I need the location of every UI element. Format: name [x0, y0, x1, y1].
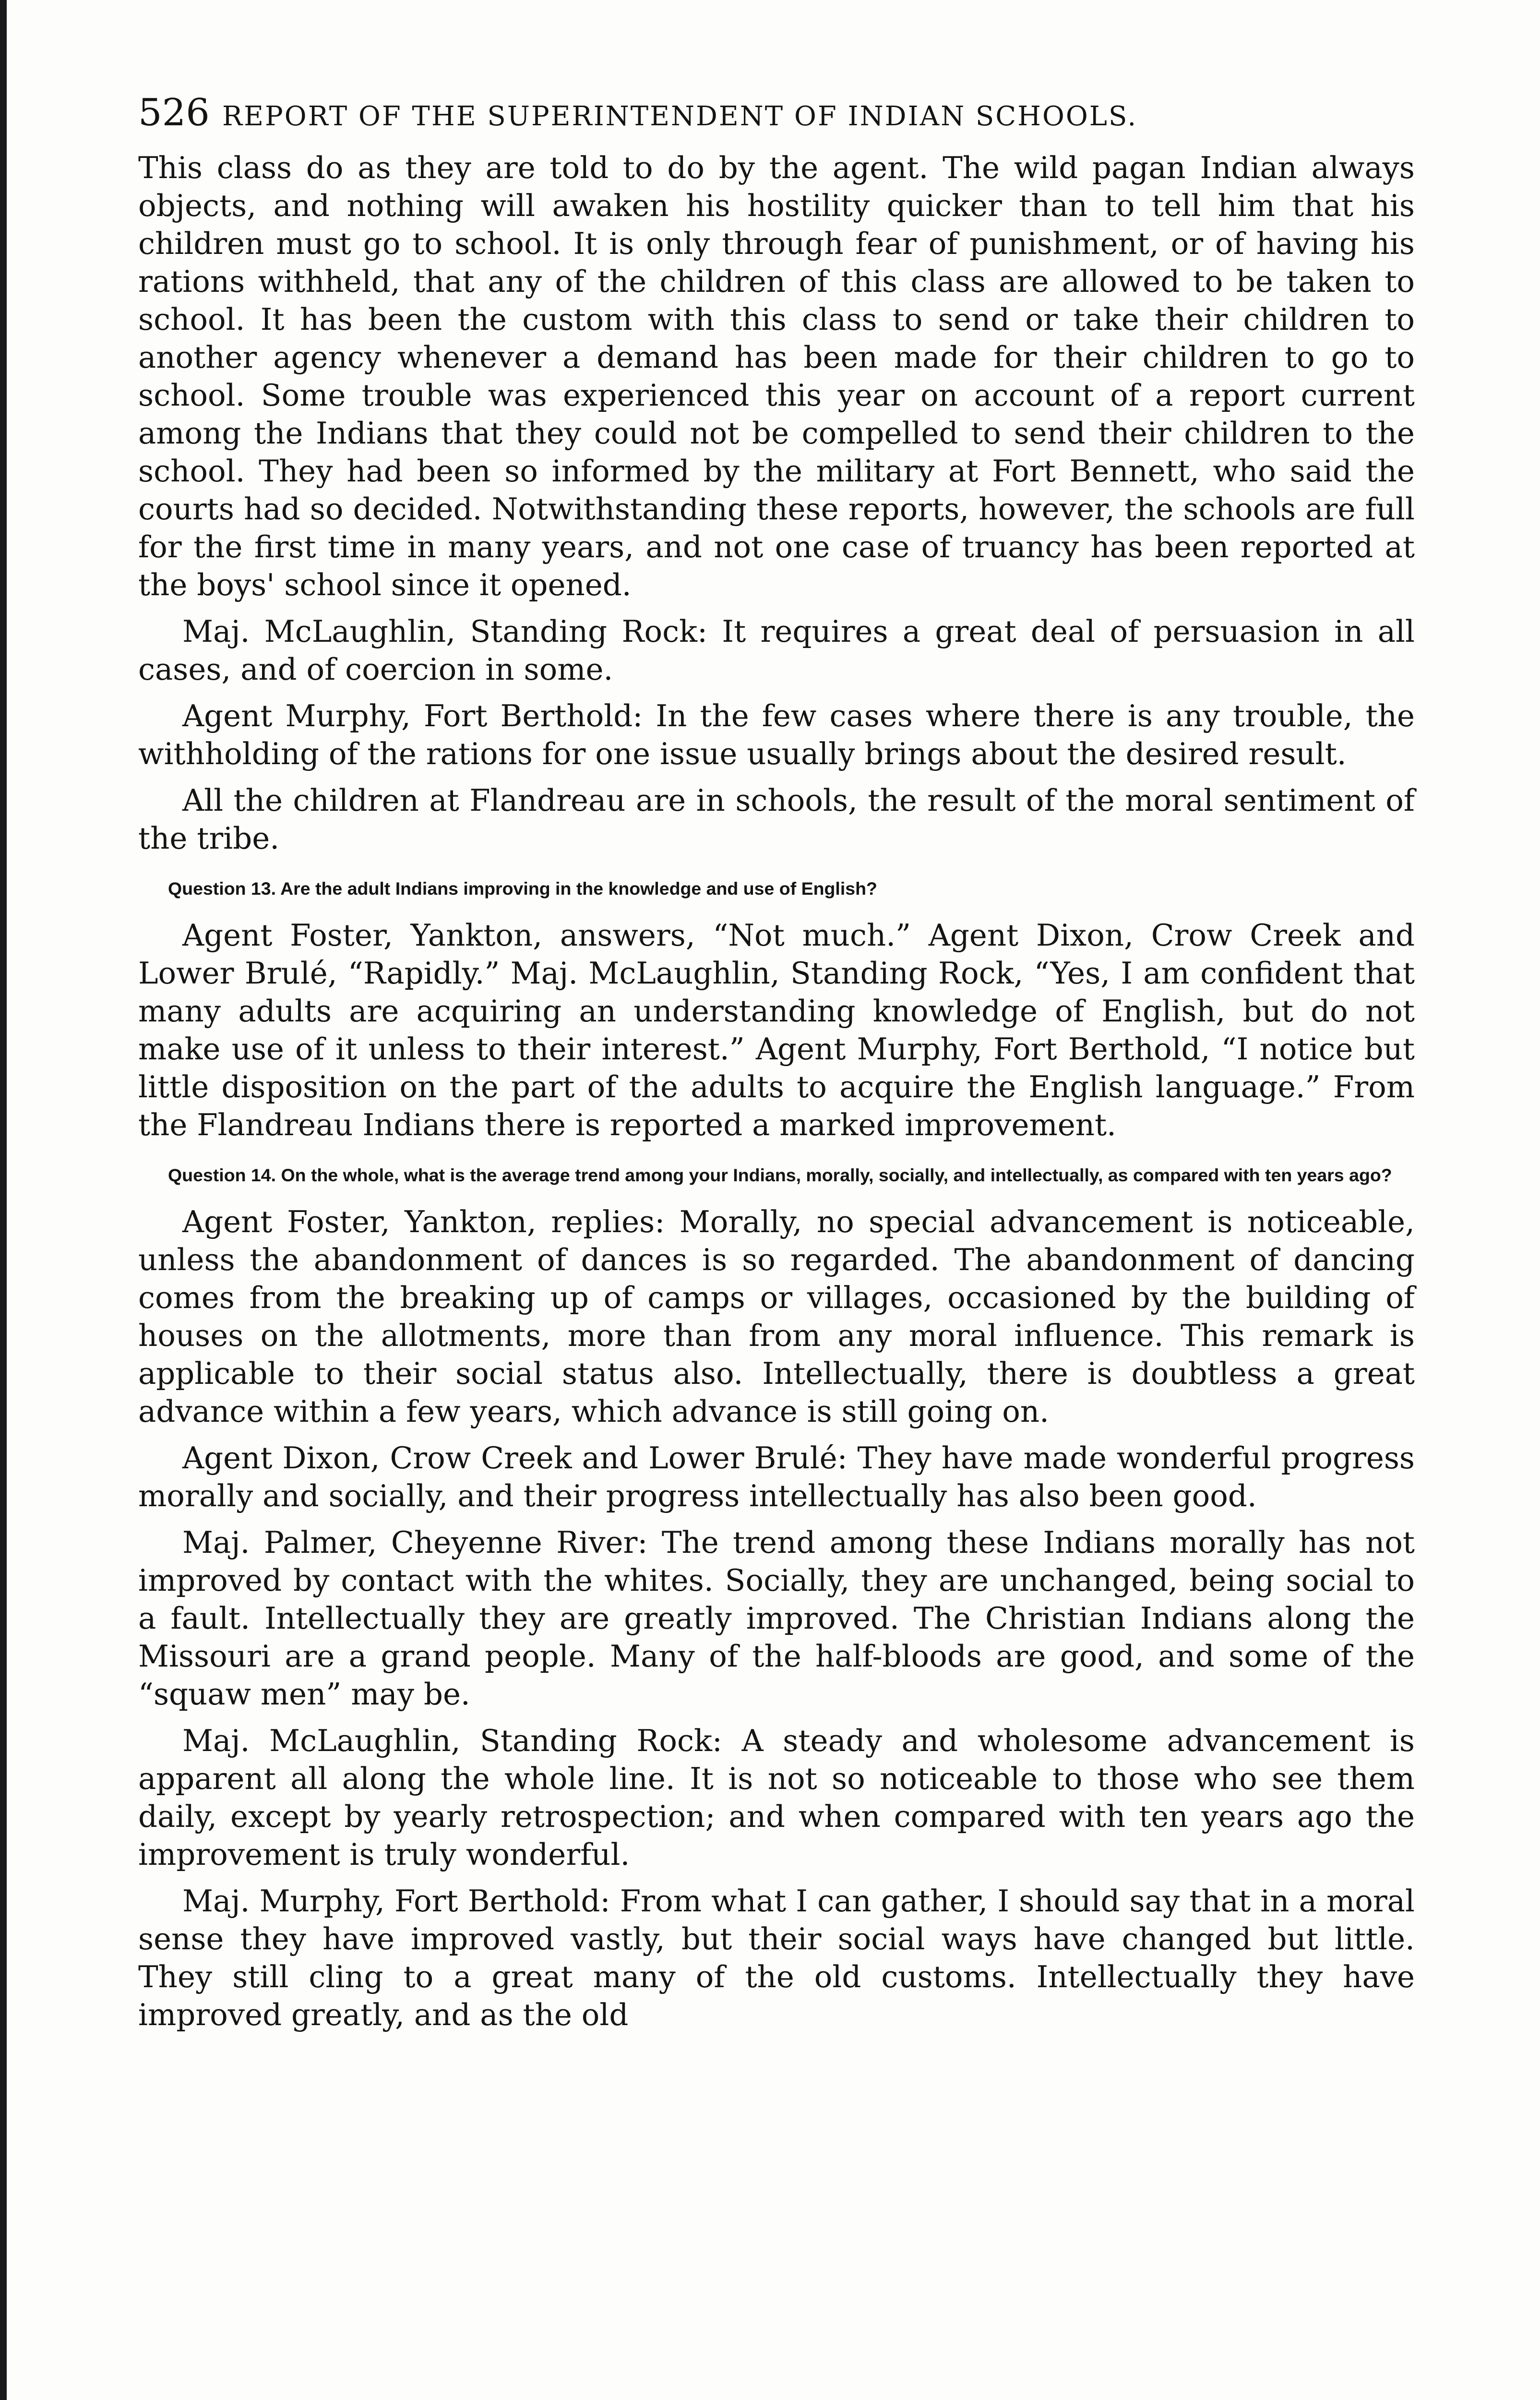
question-13-heading: Question 13. Are the adult Indians improving in the knowledge and use of English? — [168, 878, 877, 899]
question-14-heading: Question 14. On the whole, what is the average trend among your Indians, morally, socially, and intellectually, as compared with ten years ago? — [168, 1165, 1392, 1185]
paragraph-continuation: This class do as they are told to do by the agent. The wild pagan Indian always objects, and nothing will awaken his hostility quicker than to tell him that his children must go to school. It is only through fear of punishment, or of having his rations withheld, that any of the children of this class are allowed to be taken to school. It has been the custom with this class to send or take their children to another agency whenever a demand has been made for their children to go to school. Some trouble was experienced this year on account of a report current among the Indians that they could not be compelled to send their children to the school. They had been so informed by the military at Fort Bennett, who said the courts had so decided. Notwithstanding these reports, however, the schools are full for the first time in many years, and not one case of truancy has been reported at the boys' school since it opened. — [138, 150, 1415, 602]
page-number: 526 — [138, 91, 210, 134]
paragraph-mclaughlin-reply: Maj. McLaughlin, Standing Rock: A steady and wholesome advancement is apparent all along the whole line. It is not so noticeable to those who see them daily, except by yearly retrospection; and when compared with ten years ago the improvement is truly wonderful. — [138, 1723, 1415, 1872]
running-head — [138, 91, 1415, 149]
paragraph-murphy-rations: Agent Murphy, Fort Berthold: In the few cases where there is any trouble, the withholding of the rations for one issue usually brings about the desired result. — [138, 698, 1415, 771]
paragraph-english-answers: Agent Foster, Yankton, answers, “Not much.” Agent Dixon, Crow Creek and Lower Brulé, “Rapidly.” Maj. McLaughlin, Standing Rock, “Yes, I am confident that many adults are acquiring an understanding knowledge of English, but do not make use of it unless to their interest.” Agent Murphy, Fort Berthold, “I notice but little disposition on the part of the adults to acquire the English language.” From the Flandreau Indians there is reported a marked improvement. — [138, 918, 1415, 1142]
scan-left-edge — [0, 0, 7, 2400]
paragraph-murphy-reply: Maj. Murphy, Fort Berthold: From what I can gather, I should say that in a moral sense they have improved vastly, but their social ways have changed but little. They still cling to a great many of the old customs. Intellectually they have improved greatly, and as the old — [138, 1884, 1415, 2032]
running-title: REPORT OF THE SUPERINTENDENT OF INDIAN SCHOOLS. — [222, 101, 1138, 132]
text-column — [138, 91, 1415, 2036]
paragraph-palmer-reply: Maj. Palmer, Cheyenne River: The trend among these Indians morally has not improved by contact with the whites. Socially, they are unchanged, being social to a fault. Intellectually they are greatly improved. The Christian Indians along the Missouri are a grand people. Many of the half-bloods are good, and some of the “squaw men” may be. — [138, 1525, 1415, 1712]
paragraph-foster-reply: Agent Foster, Yankton, replies: Morally, no special advancement is noticeable, unless the abandonment of dances is so regarded. The abandonment of dancing comes from the breaking up of camps or villages, occasioned by the building of houses on the allotments, more than from any moral influence. This remark is applicable to their social status also. Intellectually, there is doubtless a great advance within a few years, which advance is still going on. — [138, 1204, 1415, 1429]
paragraph-dixon-reply: Agent Dixon, Crow Creek and Lower Brulé: They have made wonderful progress morally and socially, and their progress intellectually has also been good. — [138, 1440, 1415, 1513]
body-text — [138, 149, 1415, 2034]
paragraph-flandreau-schools: All the children at Flandreau are in schools, the result of the moral sentiment of the tribe. — [138, 783, 1415, 856]
paragraph-mclaughlin-persuasion: Maj. McLaughlin, Standing Rock: It requires a great deal of persuasion in all cases, and of coercion in some. — [138, 614, 1415, 687]
